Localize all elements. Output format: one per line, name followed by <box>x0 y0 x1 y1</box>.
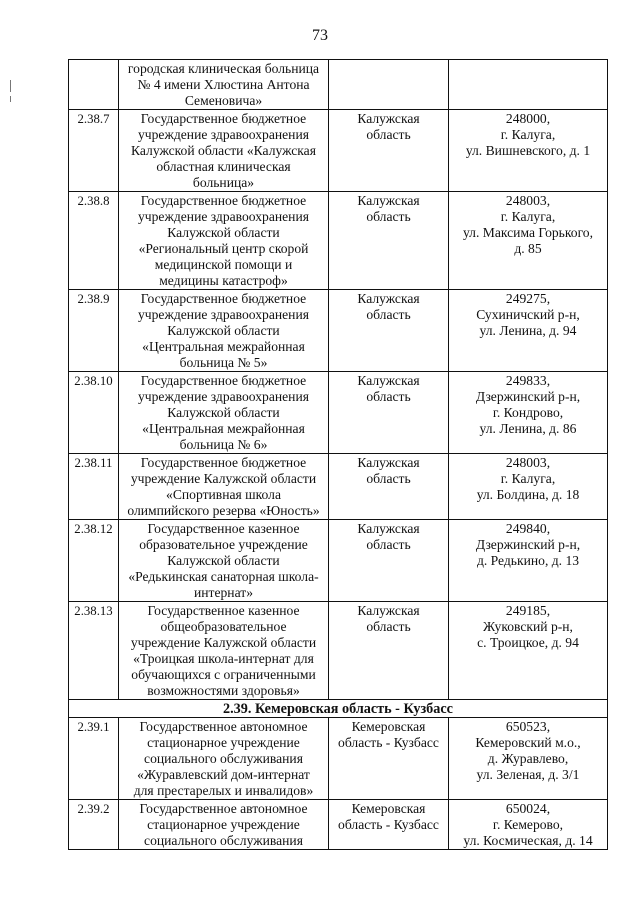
organization-name: Государственное бюджетное учреждение здравоохранения Калужской области «Центральная межрайонная больница № 5» <box>119 290 329 372</box>
postal-address: 650024, г. Кемерово, ул. Космическая, д. 14 <box>449 800 608 850</box>
postal-address: 249833, Дзержинский р-н, г. Кондрово, ул. Ленина, д. 86 <box>449 372 608 454</box>
entry-number <box>69 60 119 110</box>
margin-mark <box>10 96 11 102</box>
organization-name: Государственное автономное стационарное учреждение социального обслуживания «Журавлевский дом-интернат для престарелых и инвалидов» <box>119 718 329 800</box>
region-name: Калужская область <box>329 520 449 602</box>
facilities-table <box>68 59 608 850</box>
region-name: Калужская область <box>329 372 449 454</box>
table-row <box>69 290 608 372</box>
organization-name: городская клиническая больница № 4 имени Хлюстина Антона Семеновича» <box>119 60 329 110</box>
entry-number: 2.38.9 <box>69 290 119 372</box>
organization-name: Государственное бюджетное учреждение Калужской области «Спортивная школа олимпийского резерва «Юность» <box>119 454 329 520</box>
table-row <box>69 192 608 290</box>
postal-address: 249275, Сухиничский р-н, ул. Ленина, д. 94 <box>449 290 608 372</box>
region-name <box>329 60 449 110</box>
entry-number: 2.38.11 <box>69 454 119 520</box>
entry-number: 2.38.12 <box>69 520 119 602</box>
entry-number: 2.39.2 <box>69 800 119 850</box>
organization-name: Государственное казенное образовательное учреждение Калужской области «Редькинская санаторная школа- интернат» <box>119 520 329 602</box>
table-row <box>69 372 608 454</box>
entry-number: 2.38.13 <box>69 602 119 700</box>
postal-address: 650523, Кемеровский м.о., д. Журавлево, ул. Зеленая, д. 3/1 <box>449 718 608 800</box>
postal-address <box>449 60 608 110</box>
page-number: 73 <box>312 27 328 44</box>
region-name: Калужская область <box>329 454 449 520</box>
organization-name: Государственное казенное общеобразовательное учреждение Калужской области «Троицкая школа-интернат для обучающихся с ограниченными возможностями здоровья» <box>119 602 329 700</box>
margin-mark <box>10 80 11 92</box>
region-name: Кемеровская область - Кузбасс <box>329 718 449 800</box>
table-row <box>69 718 608 800</box>
section-row <box>69 700 608 718</box>
entry-number: 2.39.1 <box>69 718 119 800</box>
table-row <box>69 800 608 850</box>
organization-name: Государственное бюджетное учреждение здравоохранения Калужской области «Центральная межрайонная больница № 6» <box>119 372 329 454</box>
table-row <box>69 454 608 520</box>
postal-address: 248000, г. Калуга, ул. Вишневского, д. 1 <box>449 110 608 192</box>
table-row <box>69 602 608 700</box>
region-name: Калужская область <box>329 192 449 290</box>
entry-number: 2.38.7 <box>69 110 119 192</box>
section-title: 2.39. Кемеровская область - Кузбасс <box>69 700 608 718</box>
postal-address: 249840, Дзержинский р-н, д. Редькино, д. 13 <box>449 520 608 602</box>
table-row <box>69 520 608 602</box>
region-name: Кемеровская область - Кузбасс <box>329 800 449 850</box>
entry-number: 2.38.10 <box>69 372 119 454</box>
region-name: Калужская область <box>329 110 449 192</box>
postal-address: 248003, г. Калуга, ул. Максима Горького, д. 85 <box>449 192 608 290</box>
organization-name: Государственное бюджетное учреждение здравоохранения Калужской области «Калужская областная клиническая больница» <box>119 110 329 192</box>
region-name: Калужская область <box>329 290 449 372</box>
postal-address: 249185, Жуковский р-н, с. Троицкое, д. 94 <box>449 602 608 700</box>
table-row <box>69 110 608 192</box>
entry-number: 2.38.8 <box>69 192 119 290</box>
organization-name: Государственное автономное стационарное учреждение социального обслуживания <box>119 800 329 850</box>
table-row <box>69 60 608 110</box>
region-name: Калужская область <box>329 602 449 700</box>
postal-address: 248003, г. Калуга, ул. Болдина, д. 18 <box>449 454 608 520</box>
organization-name: Государственное бюджетное учреждение здравоохранения Калужской области «Региональный центр скорой медицинской помощи и медицины катастроф» <box>119 192 329 290</box>
